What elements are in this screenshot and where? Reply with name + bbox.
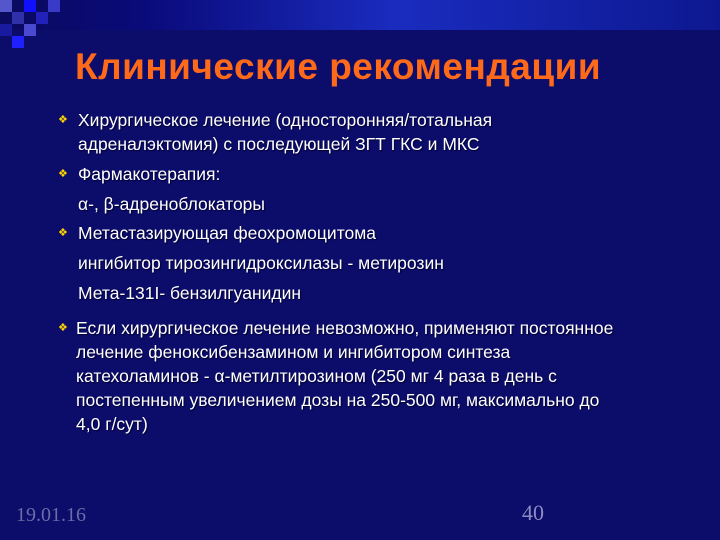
decor-square (48, 0, 60, 12)
bullet-line: Метастазирующая феохромоцитома (78, 223, 377, 243)
decor-square (24, 0, 36, 12)
bullet-line: Хирургическое лечение (односторонняя/тотальная (78, 110, 493, 130)
decor-square (0, 0, 12, 12)
decor-square (12, 12, 24, 24)
page-number: 40 (522, 500, 544, 525)
header-bar (0, 0, 720, 30)
decor-square (0, 24, 12, 36)
bullet-line: Фармакотерапия: (78, 164, 221, 184)
decor-square (36, 12, 48, 24)
bullet-line: катехоламинов - α-метилтирозином (250 мг 4 раза в день с (76, 366, 557, 386)
diamond-bullet-icon: ❖ (58, 114, 68, 126)
diamond-bullet-icon: ❖ (58, 227, 68, 239)
footer-date: 19.01.16 (16, 504, 86, 526)
diamond-bullet-icon: ❖ (58, 322, 68, 334)
diamond-bullet-icon: ❖ (58, 168, 68, 180)
bullet-line: постепенным увеличением дозы на 250-500 мг, максимально до (76, 390, 600, 410)
bullet-line: адреналэктомия) с последующей ЗГТ ГКС и МКС (78, 134, 480, 154)
bullet-line: Если хирургическое лечение невозможно, применяют постоянное (76, 318, 614, 338)
slide-title: Клинические рекомендации (75, 46, 602, 87)
bullet-line: лечение феноксибензамином и ингибитором синтеза (76, 342, 511, 362)
bullet-line: 4,0 г/сут) (76, 414, 148, 434)
decor-square (24, 24, 36, 36)
sub-item: Мета-131I- бензилгуанидин (78, 283, 302, 303)
decor-square (12, 36, 24, 48)
sub-item: ингибитор тирозингидроксилазы - метирозин (78, 253, 444, 273)
sub-item: α-, β-адреноблокаторы (78, 194, 265, 214)
